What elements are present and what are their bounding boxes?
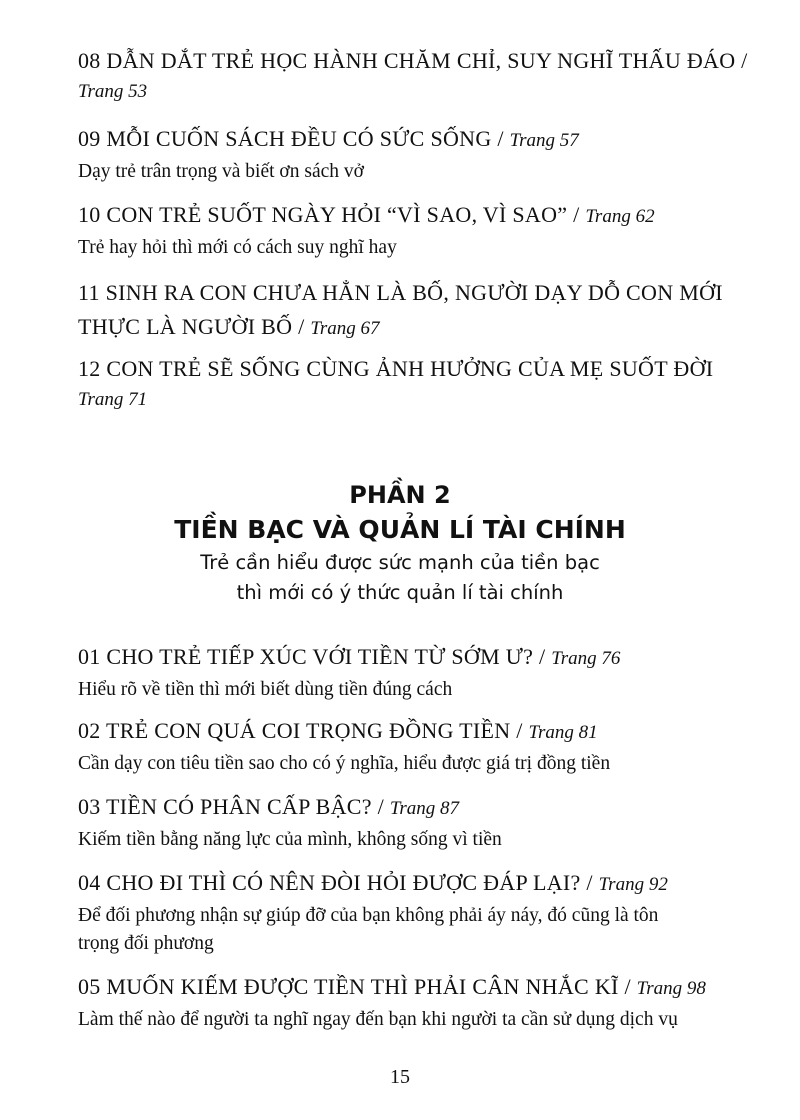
toc-entry-09 — [78, 122, 738, 186]
entry-page: Trang 67 — [310, 318, 380, 339]
part-title: TIỀN BẠC VÀ QUẢN LÍ TÀI CHÍNH — [174, 515, 626, 544]
entry-title: 05 MUỐN KIẾM ĐƯỢC TIỀN THÌ PHẢI CÂN NHẮC KĨ / — [78, 974, 631, 999]
entry-title-line1: 11 SINH RA CON CHƯA HẲN LÀ BỐ, NGƯỜI DẠY DỖ CON MỚI — [78, 280, 723, 305]
part-number: PHẦN 2 — [349, 481, 451, 509]
entry-description: Kiếm tiền bằng năng lực của mình, không sống vì tiền — [78, 829, 502, 850]
toc-entry-10 — [78, 198, 738, 262]
page-number: 15 — [390, 1066, 410, 1088]
entry-title: 10 CON TRẺ SUỐT NGÀY HỎI “VÌ SAO, VÌ SAO” / — [78, 202, 580, 227]
entry-page: Trang 98 — [636, 978, 706, 999]
part-heading — [0, 478, 800, 608]
entry-title: 12 CON TRẺ SẼ SỐNG CÙNG ẢNH HƯỞNG CỦA MẸ SUỐT ĐỜI — [78, 356, 714, 381]
toc-entry-12 — [78, 352, 738, 414]
entry-description: Trẻ hay hỏi thì mới có cách suy nghĩ hay — [78, 237, 397, 258]
entry-description-line1: Để đối phương nhận sự giúp đỡ của bạn không phải áy náy, đó cũng là tôn — [78, 905, 659, 926]
entry-description: Hiểu rõ về tiền thì mới biết dùng tiền đúng cách — [78, 679, 453, 700]
entry-heading — [78, 310, 738, 346]
entry-title: 08 DẪN DẮT TRẺ HỌC HÀNH CHĂM CHỈ, SUY NGHĨ THẤU ĐÁO / — [78, 48, 748, 73]
entry-page: Trang 76 — [551, 648, 621, 669]
part-subtitle-line1: Trẻ cần hiểu được sức mạnh của tiền bạc — [200, 551, 600, 574]
entry-page: Trang 81 — [528, 722, 598, 743]
entry-title: 09 MỖI CUỐN SÁCH ĐỀU CÓ SỨC SỐNG / — [78, 126, 504, 151]
entry-description: Cần dạy con tiêu tiền sao cho có ý nghĩa, hiểu được giá trị đồng tiền — [78, 753, 611, 774]
entry-title: 02 TRẺ CON QUÁ COI TRỌNG ĐỒNG TIỀN / — [78, 718, 523, 743]
entry-page: Trang 62 — [585, 206, 655, 227]
toc-entry-p2-05 — [78, 970, 738, 1034]
toc-entry-p2-01 — [78, 640, 738, 704]
entry-page: Trang 92 — [598, 874, 668, 895]
entry-heading — [78, 866, 738, 902]
toc-entry-p2-04 — [78, 866, 738, 958]
entry-heading — [78, 640, 738, 676]
entry-page: Trang 71 — [78, 389, 148, 410]
entry-heading — [78, 714, 738, 750]
entry-heading — [78, 198, 738, 234]
toc-entry-11 — [78, 276, 738, 346]
entry-title-line2: THỰC LÀ NGƯỜI BỐ / — [78, 314, 305, 339]
entry-heading — [78, 970, 738, 1006]
entry-page: Trang 57 — [509, 130, 579, 151]
part-subtitle-line2: thì mới có ý thức quản lí tài chính — [236, 581, 564, 604]
entry-page: Trang 53 — [78, 81, 148, 102]
entry-title: 04 CHO ĐI THÌ CÓ NÊN ĐÒI HỎI ĐƯỢC ĐÁP LẠI? / — [78, 870, 593, 895]
toc-entry-p2-03 — [78, 790, 738, 854]
entry-title: 01 CHO TRẺ TIẾP XÚC VỚI TIỀN TỪ SỚM Ư? / — [78, 644, 546, 669]
entry-description: Làm thế nào để người ta nghĩ ngay đến bạn khi người ta cần sử dụng dịch vụ — [78, 1009, 678, 1030]
entry-title: 03 TIỀN CÓ PHÂN CẤP BẬC? / — [78, 794, 385, 819]
entry-heading — [78, 122, 738, 158]
toc-entry-p2-02 — [78, 714, 738, 778]
entry-description-line2: trọng đối phương — [78, 933, 214, 954]
entry-page: Trang 87 — [389, 798, 460, 819]
toc-entry-08 — [78, 44, 748, 106]
entry-heading — [78, 790, 738, 826]
entry-description: Dạy trẻ trân trọng và biết ơn sách vở — [78, 161, 364, 182]
